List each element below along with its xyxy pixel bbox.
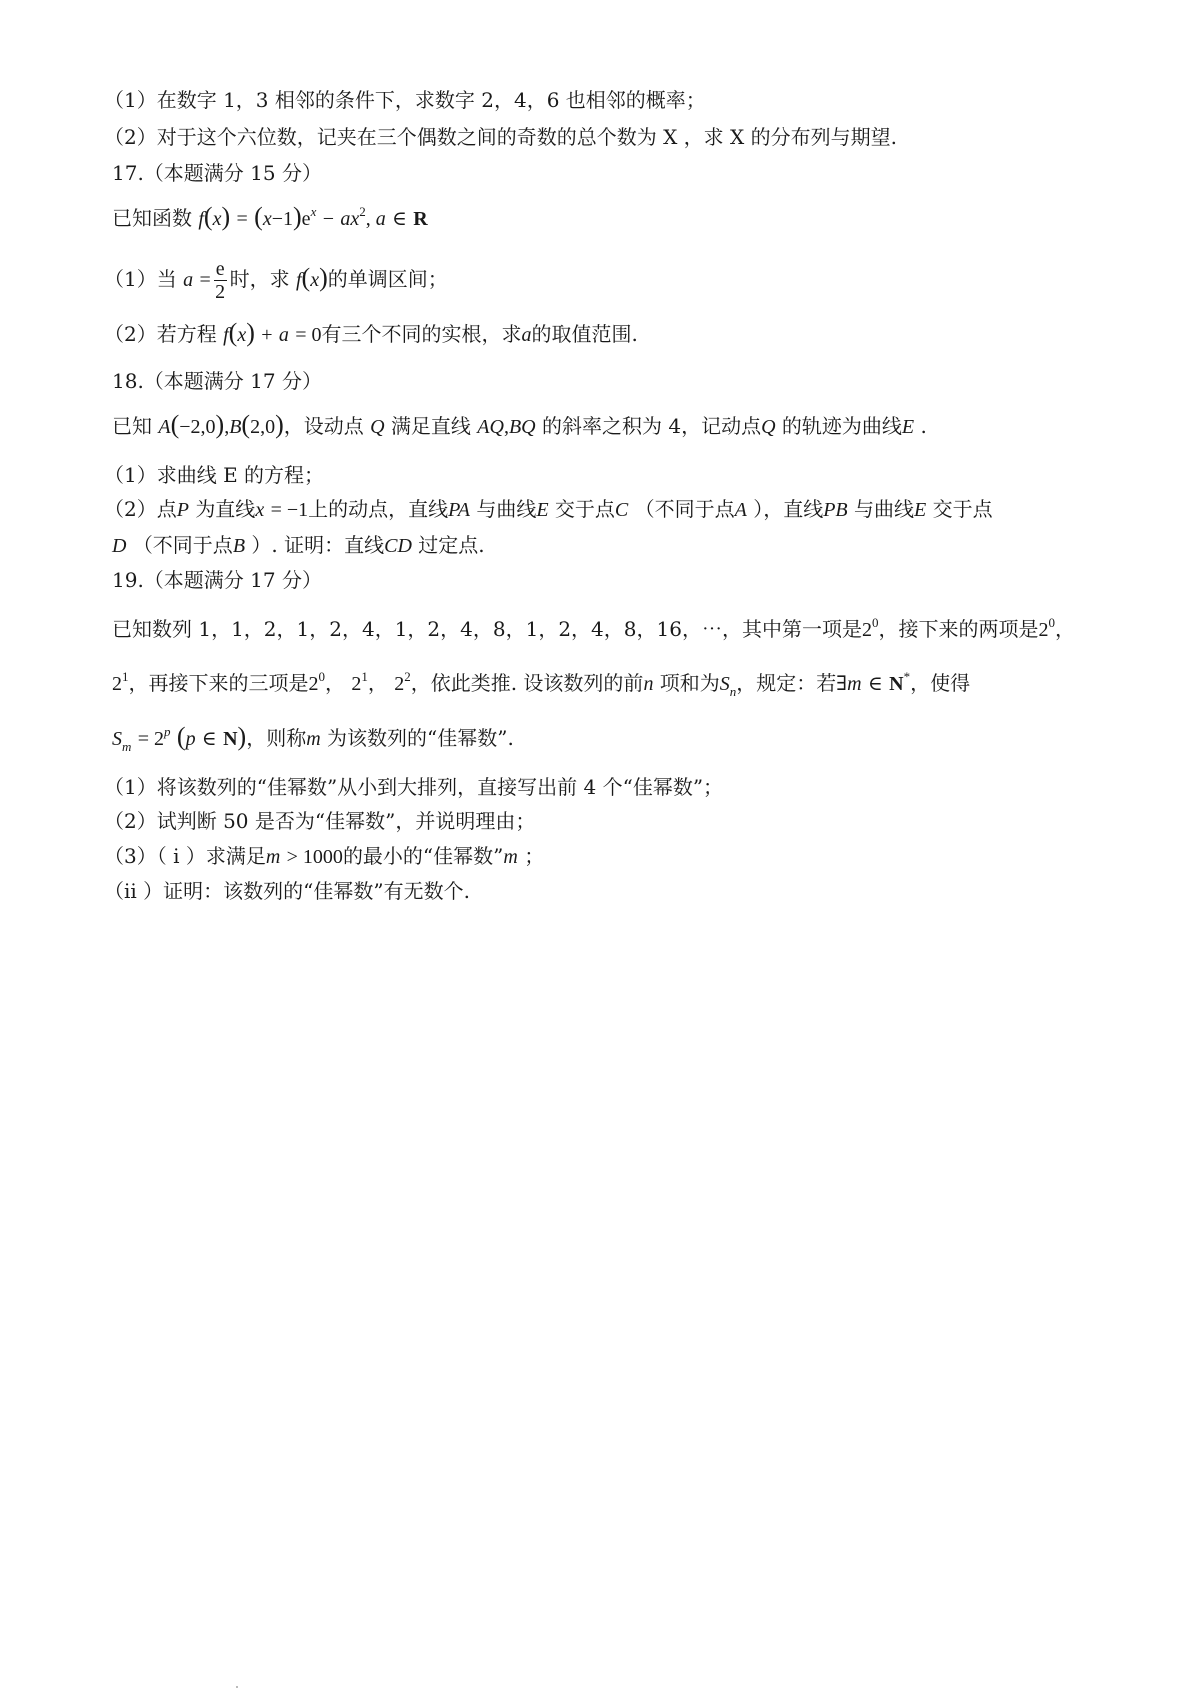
q16-part1: （1）在数字 1，3 相邻的条件下，求数字 2，4，6 也相邻的概率；: [104, 88, 706, 112]
q18-part2-cont: D （不同于点B ）. 证明：直线CD 过定点.: [112, 533, 485, 557]
q19-part3-ii: （ii ）证明：该数列的“佳幂数”有无数个.: [104, 879, 470, 903]
q19-part3-i: （3）（ i ）求满足m > 1000的最小的“佳幂数”m ；: [104, 844, 545, 868]
page-dot-mark: [236, 1686, 238, 1688]
q17-part2: （2）若方程 f(x) + a = 0有三个不同的实根，求a的取值范围.: [104, 318, 638, 347]
q17-header: 17.（本题满分 15 分）: [112, 161, 322, 185]
q18-part1: （1）求曲线 E 的方程；: [104, 463, 325, 487]
q18-part2: （2）点P 为直线x = −1上的动点，直线PA 与曲线E 交于点C （不同于点A ），直线PB 与曲线E 交于点: [104, 497, 993, 521]
q18-stem: 已知 A(−2,0),B(2,0)，设动点 Q 满足直线 AQ,BQ 的斜率之积为 4，记动点Q 的轨迹为曲线E .: [112, 410, 927, 439]
q19-header: 19.（本题满分 17 分）: [112, 568, 322, 592]
q17-part1: （1）当 a = $\frac{e}{2}$ 时，求 f(x)的单调区间；: [104, 258, 448, 303]
q16-part2: （2）对于这个六位数，记夹在三个偶数之间的奇数的总个数为 X ，求 X 的分布列与期望.: [104, 125, 897, 149]
q19-stem-line1: 已知数列 1，1，2，1，2，4，1，2，4，8，1，2，4，8，16，⋯，其中第一项是$2^0$，接下来的两项是$2^0$，: [112, 615, 1075, 641]
q17-stem: 已知函数 $f(x) = (x-1)e^x - ax^2$, a ∈ R: [112, 202, 428, 231]
q19-stem-line3: $S_m = 2^p$ (p ∈ N)，则称m 为该数列的“佳幂数”.: [112, 722, 514, 754]
q19-stem-line2: $2^1$，再接下来的三项是$2^0$， $2^1$， $2^2$，依此类推. 设该数列的前n 项和为$S_n$，规定：若∃m ∈ N*，使得: [112, 669, 971, 699]
q18-header: 18.（本题满分 17 分）: [112, 369, 322, 393]
q19-part2: （2）试判断 50 是否为“佳幂数”，并说明理由；: [104, 809, 536, 833]
q19-part1: （1）将该数列的“佳幂数”从小到大排列，直接写出前 4 个“佳幂数”；: [104, 775, 724, 799]
